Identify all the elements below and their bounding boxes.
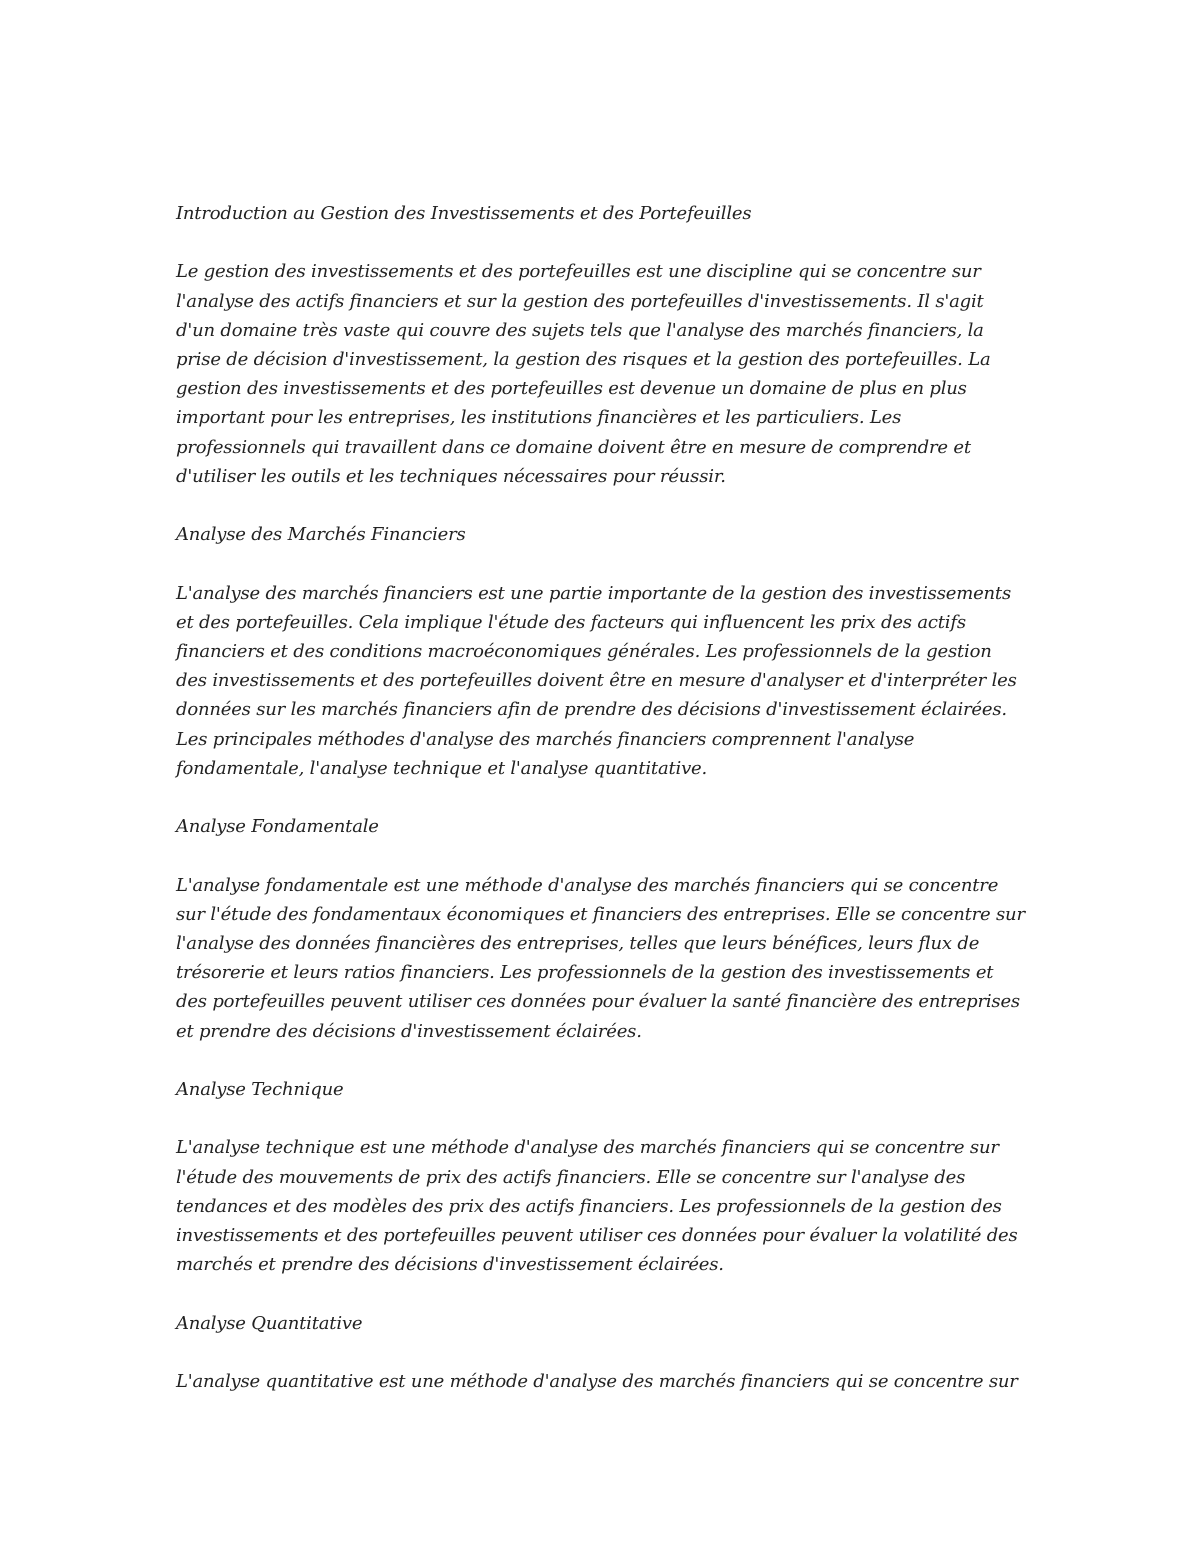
section-paragraph-quantitative: L'analyse quantitative est une méthode d'analyse des marchés financiers qui se concentre sur: [176, 1370, 1018, 1392]
section-heading-marches-financiers: Analyse des Marchés Financiers: [176, 524, 466, 546]
section-heading-quantitative: Analyse Quantitative: [176, 1312, 363, 1334]
document-title: Introduction au Gestion des Investissements et des Portefeuilles: [176, 203, 752, 224]
section-paragraph-marches-financiers: L'analyse des marchés financiers est une partie importante de la gestion des investissements et des portefeuilles. Cela implique l'étude des facteurs qui influencent les prix des actifs financiers et des conditions macroéconomiques générales. Les professionnels de la gestion des investissements et des portefeuilles doivent être en mesure d'analyser et d'interpréter les données sur les marchés financiers afin de prendre des décisions d'investissement éclairées. Les principales méthodes d'analyse des marchés financiers comprennent l'analyse fondamentale, l'analyse technique et l'analyse quantitative.: [176, 582, 1017, 779]
document-body: [176, 199, 1026, 1425]
section-paragraph-fondamentale: L'analyse fondamentale est une méthode d'analyse des marchés financiers qui se concentre sur l'étude des fondamentaux économiques et financiers des entreprises. Elle se concentre sur l'analyse des données financières des entreprises, telles que leurs bénéfices, leurs flux de trésorerie et leurs ratios financiers. Les professionnels de la gestion des investissements et des portefeuilles peuvent utiliser ces données pour évaluer la santé financière des entreprises et prendre des décisions d'investissement éclairées.: [176, 874, 1025, 1042]
section-heading-fondamentale: Analyse Fondamentale: [176, 816, 379, 838]
intro-paragraph: Le gestion des investissements et des portefeuilles est une discipline qui se concentre sur l'analyse des actifs financiers et sur la gestion des portefeuilles d'investissements. Il s'agit d'un domaine très vaste qui couvre des sujets tels que l'analyse des marchés financiers, la prise de décision d'investissement, la gestion des risques et la gestion des portefeuilles. La gestion des investissements et des portefeuilles est devenue un domaine de plus en plus important pour les entreprises, les institutions financières et les particuliers. Les professionnels qui travaillent dans ce domaine doivent être en mesure de comprendre et d'utiliser les outils et les techniques nécessaires pour réussir.: [176, 261, 991, 487]
section-heading-technique: Analyse Technique: [176, 1079, 344, 1100]
section-paragraph-technique: L'analyse technique est une méthode d'analyse des marchés financiers qui se concentre sur l'étude des mouvements de prix des actifs financiers. Elle se concentre sur l'analyse des tendances et des modèles des prix des actifs financiers. Les professionnels de la gestion des investissements et des portefeuilles peuvent utiliser ces données pour évaluer la volatilité des marchés et prendre des décisions d'investissement éclairées.: [176, 1137, 1018, 1276]
